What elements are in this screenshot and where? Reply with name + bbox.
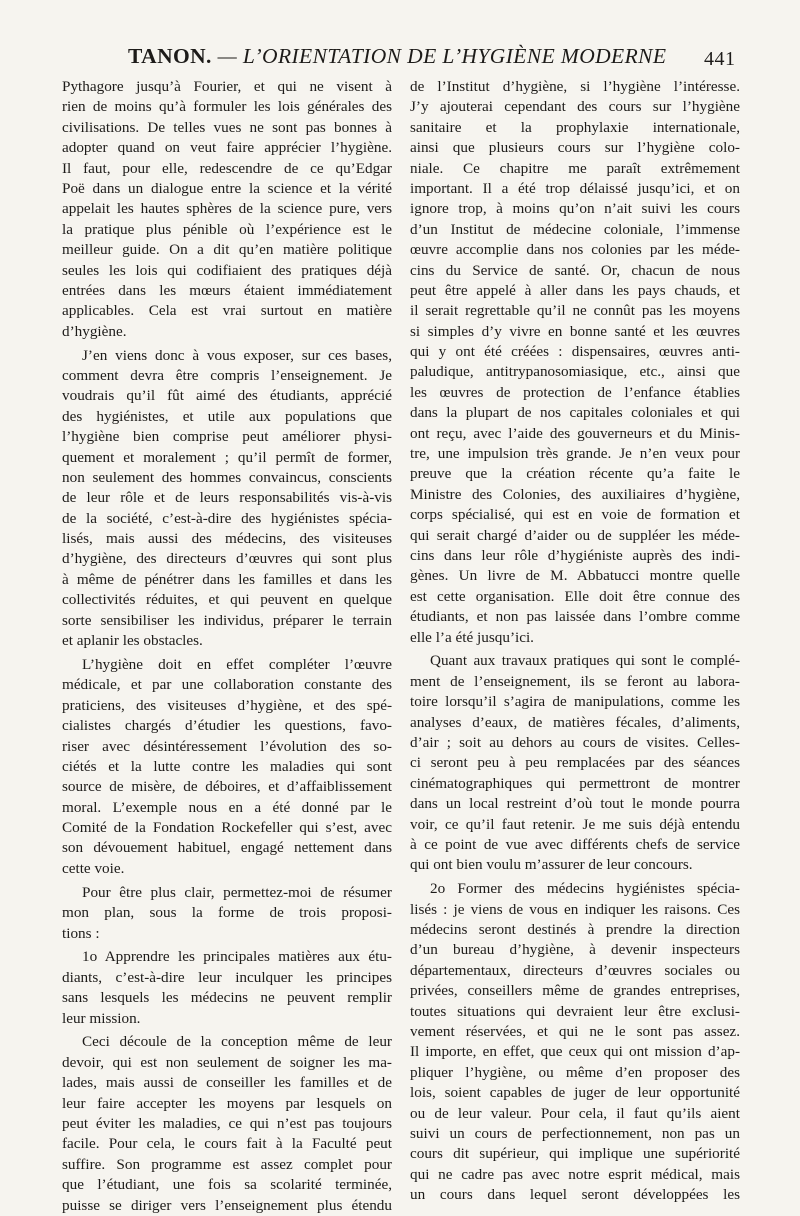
- text-line: et aplanir les obstacles.: [62, 632, 203, 650]
- text-line: peut éviter les maladies, ce qui n’est pas toujours: [62, 1115, 392, 1133]
- text-line: sans lesquels les médecins ne peuvent remplir: [62, 989, 392, 1007]
- text-line: voudrais qu’il fût aimé des étudiants, apprécié: [62, 387, 392, 405]
- text-line: Pour être plus clair, permettez-moi de résumer: [82, 883, 392, 901]
- text-line: ignore trop, à moins qu’on n’ait suivi les cours: [410, 200, 740, 218]
- text-line: analyses d’eaux, de matières fécales, d’aliments,: [410, 713, 740, 731]
- text-line: médicale, et par une collaboration constante des: [62, 676, 392, 694]
- text-line: Poë dans un dialogue entre la science et la vérité: [62, 179, 392, 197]
- text-line: voir, ce qu’il faut retenir. Je me suis déjà entendu: [410, 815, 740, 833]
- left-column: [62, 77, 392, 1216]
- text-line: suffire. Son programme est assez complet pour: [62, 1155, 392, 1173]
- header-author: TANON.: [128, 44, 212, 68]
- text-line: J’en viens donc à vous exposer, sur ces bases,: [82, 346, 392, 364]
- text-line: Quant aux travaux pratiques qui sont le complé-: [430, 652, 740, 670]
- text-line: des hygiénistes, et utile aux populations que: [62, 407, 392, 425]
- header-separator: —: [211, 44, 243, 68]
- text-line: est cette organisation. Elle doit être connue des: [410, 587, 740, 605]
- text-line: Ceci découle de la conception même de leur: [82, 1033, 392, 1051]
- text-line: privées, conseillers même de grandes entreprises,: [410, 982, 740, 1000]
- text-line: Comité de la Fondation Rockefeller qui s’est, avec: [62, 819, 392, 837]
- text-line: leur mission.: [62, 1009, 141, 1027]
- text-line: facile. Pour cela, le cours fait à la Faculté peut: [62, 1135, 392, 1153]
- text-line: d’hygiène.: [62, 322, 127, 340]
- text-line: œuvre accomplie dans nos colonies par les méde-: [410, 241, 740, 259]
- text-line: diants, c’est-à-dire leur inculquer les principes: [62, 968, 392, 986]
- right-column: [410, 77, 740, 1205]
- text-line: cette voie.: [62, 859, 125, 877]
- text-line: leur faire accepter les moyens par lesquels on: [62, 1094, 392, 1112]
- text-line: 2o Former des médecins hygiénistes spécia-: [430, 880, 740, 898]
- text-line: applicables. Cela est vrai surtout en matière: [62, 302, 392, 320]
- text-line: étudiants, et non pas laissée dans l’ombre comme: [410, 608, 740, 626]
- text-line: cins du Service de santé. Or, chacun de nous: [410, 261, 740, 279]
- text-line: à ce point de vue avec différents chefs de service: [410, 835, 740, 853]
- text-line: lades, mais aussi de conseiller les familles et de: [62, 1074, 392, 1092]
- text-line: qui ne cadre pas avec notre esprit médical, mais: [410, 1165, 740, 1183]
- text-line: Pythagore jusqu’à Fourier, et qui ne visent à: [62, 78, 392, 95]
- text-line: médecins seront destinés à prendre la direction: [410, 921, 740, 939]
- running-title: [128, 44, 688, 69]
- text-line: si simples d’y vivre en bonne santé et les œuvres: [410, 322, 740, 340]
- text-line: d’un bureau d’hygiène, à devenir inspecteurs: [410, 941, 740, 959]
- text-line: seules les lois qui codifiaient des pratiques déjà: [62, 261, 392, 279]
- text-line: toutes situations qui devraient leur être exclusi-: [410, 1002, 740, 1020]
- page-number: 441: [704, 48, 736, 70]
- text-line: 1o Apprendre les principales matières aux étu-: [82, 948, 392, 966]
- text-line: devoir, qui est non seulement de soigner les ma-: [62, 1053, 392, 1071]
- text-line: Ministre des Colonies, des auxiliaires d’hygiène,: [410, 485, 740, 503]
- text-line: dans la plupart de nos capitales coloniales et qui: [410, 404, 740, 422]
- text-line: ciétés et la lutte contre les maladies qui sont: [62, 757, 392, 775]
- text-line: moral. L’exemple nous en a été donné par le: [62, 798, 392, 816]
- text-line: cinématographiques qui permettront de montrer: [410, 774, 740, 792]
- text-line: adopter quand on veut faire apprécier l’hygiène.: [62, 139, 392, 157]
- text-line: preuve que la création récente qu’a faite le: [410, 465, 740, 483]
- text-line: toire lorsqu’il s’agira de manipulations, comme les: [410, 693, 740, 711]
- text-line: sorte sensibiliser les individus, préparer le terrain: [62, 611, 392, 629]
- text-line: ainsi que plusieurs cours sur l’hygiène colo-: [410, 139, 740, 157]
- text-line: lois, soient capables de juger de leur opportunité: [410, 1084, 740, 1102]
- running-header: [0, 44, 800, 76]
- text-line: qui ont bien voulu m’assurer de leur concours.: [410, 856, 693, 874]
- text-line: Il faut, pour elle, redescendre de ce qu’Edgar: [62, 159, 392, 177]
- text-line: riser avec désintéressement l’évolution des so-: [62, 737, 392, 755]
- text-line: cins dans leur rôle d’hygiéniste auprès des indi-: [410, 546, 740, 564]
- text-line: collectivités réduites, et qui peuvent en quelque: [62, 591, 392, 609]
- text-line: ou de leur valeur. Pour cela, il faut qu’ils aient: [410, 1104, 740, 1122]
- text-line: départementaux, directeurs d’œuvres sociales ou: [410, 961, 740, 979]
- text-line: dans un local restreint d’où tout le monde pourra: [410, 795, 740, 813]
- text-line: d’hygiène, des directeurs d’œuvres qui sont plus: [62, 550, 392, 568]
- text-line: paludique, antitrypanosomiasique, etc., ainsi que: [410, 363, 740, 381]
- text-line: pliquer l’hygiène, ou même d’en proposer des: [410, 1063, 740, 1081]
- text-line: Il importe, en effet, que ceux qui ont mission d’ap-: [410, 1043, 740, 1061]
- text-line: qui y ont été créées : dispensaires, œuvres anti-: [410, 343, 740, 361]
- text-line: entrées dans les mœurs étaient immédiatement: [62, 281, 392, 299]
- text-line: rien de moins qu’à formuler les lois générales des: [62, 98, 392, 116]
- text-line: de l’Institut d’hygiène, si l’hygiène l’intéresse.: [410, 78, 740, 95]
- text-line: quement et moralement ; qu’il permît de former,: [62, 448, 392, 466]
- text-line: meilleur guide. On a dit qu’en matière politique: [62, 241, 392, 259]
- text-line: mon plan, sous la forme de trois proposi-: [62, 904, 392, 922]
- text-line: suivi un cours de perfectionnement, non pas un: [410, 1124, 740, 1142]
- text-line: comment devra être compris l’enseignement. Je: [62, 366, 392, 384]
- text-line: son dévouement habituel, engagé nettement dans: [62, 839, 392, 857]
- text-line: ont reçu, avec l’aide des gouverneurs et du Minis-: [410, 424, 740, 442]
- text-line: tions :: [62, 924, 100, 942]
- text-line: civilisations. De telles vues ne sont pas bonnes à: [62, 118, 392, 136]
- text-line: de la société, c’est-à-dire des hygiénistes spécia-: [62, 509, 392, 527]
- text-line: un cours dans lequel seront développées les: [410, 1186, 740, 1204]
- text-line: les œuvres de protection de l’enfance établies: [410, 383, 740, 401]
- text-line: ci seront peu à peu remplacées par des séances: [410, 754, 740, 772]
- text-line: lisés : je viens de vous en indiquer les raisons. Ces: [410, 900, 740, 918]
- text-line: peut être appelé à aller dans les pays chauds, et: [410, 281, 740, 299]
- text-line: cours dit supérieur, qui implique une supériorité: [410, 1145, 740, 1163]
- text-line: vement réservées, et qui ne le sont pas assez.: [410, 1022, 740, 1040]
- text-line: gènes. Un livre de M. Abbatucci montre quelle: [410, 567, 740, 585]
- text-line: non seulement des hommes convaincus, conscients: [62, 468, 392, 486]
- text-line: de leur rôle et de leurs responsabilités vis-à-vis: [62, 489, 392, 507]
- text-line: d’air ; soit au dehors au cours de visites. Celles-: [410, 734, 740, 751]
- text-line: sanitaire et la prophylaxie internationale,: [410, 118, 740, 136]
- text-line: niale. Ce chapitre me paraît extrêmement: [410, 159, 740, 177]
- text-line: J’y ajouterai cependant des cours sur l’hygiène: [410, 98, 740, 116]
- header-title: L’ORIENTATION DE L’HYGIÈNE MODERNE: [242, 44, 667, 68]
- text-line: l’hygiène bien comprise peut améliorer physi-: [62, 428, 392, 446]
- text-line: corps spécialisé, qui est en voie de formation et: [410, 506, 740, 524]
- text-line: la pratique plus pénible où l’expérience est le: [62, 220, 392, 238]
- text-line: qui serait chargé d’aider ou de suppléer les méde-: [410, 526, 740, 544]
- text-line: L’hygiène doit en effet compléter l’œuvre: [82, 655, 392, 673]
- text-line: il serait regrettable qu’il ne connût pas les moyens: [410, 302, 740, 320]
- text-line: lisés, mais aussi des médecins, des visiteuses: [62, 530, 392, 548]
- text-line: ment de l’enseignement, ils se feront au labora-: [410, 672, 740, 690]
- text-line: cialistes chargés d’étudier les questions, favo-: [62, 717, 392, 735]
- text-line: d’un Institut de médecine coloniale, l’immense: [410, 220, 740, 238]
- text-line: praticiens, des visiteuses d’hygiène, et des spé-: [62, 696, 392, 714]
- text-line: que l’étudiant, une fois sa scolarité terminée,: [62, 1176, 392, 1194]
- text-line: puisse se diriger vers l’enseignement plus étendu: [62, 1196, 392, 1214]
- text-line: appelait les hautes sphères de la science pure, vers: [62, 200, 392, 218]
- text-line: source de misère, de déboires, et d’affaiblissement: [62, 778, 392, 796]
- text-line: important. Il a été trop délaissé jusqu’ici, et on: [410, 179, 740, 197]
- text-line: à même de pénétrer dans les familles et dans les: [62, 570, 392, 588]
- text-line: elle l’a été jusqu’ici.: [410, 628, 534, 646]
- text-line: tre, une impulsion très grande. Je n’en veux pour: [410, 445, 740, 463]
